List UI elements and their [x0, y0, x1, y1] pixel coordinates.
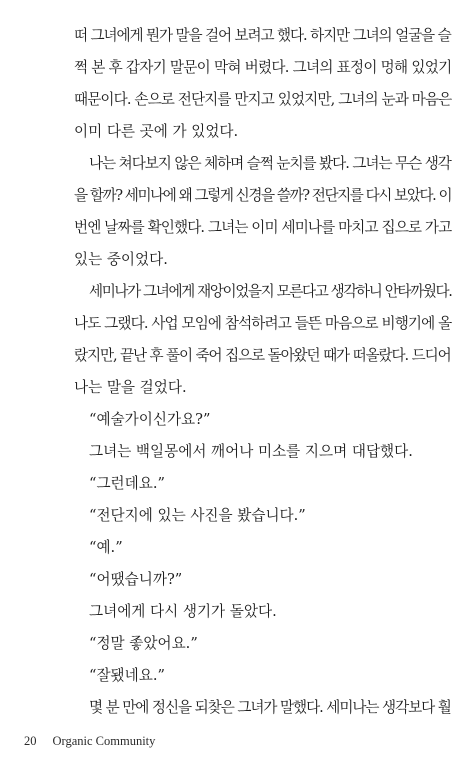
body-line: “그런데요.”: [89, 475, 165, 492]
running-title: Organic Community: [52, 734, 156, 748]
body-line: 나도 그랬다. 사업 모임에 참석하려고 들뜬 마음으로 비행기에 올: [74, 315, 452, 332]
body-line: 나는 말을 걸었다.: [74, 379, 187, 396]
body-line: “잘됐네요.”: [89, 667, 165, 684]
body-line: “정말 좋았어요.”: [89, 635, 198, 652]
body-line: “전단지에 있는 사진을 봤습니다.”: [89, 507, 306, 524]
body-line: 떠 그녀에게 뭔가 말을 걸어 보려고 했다. 하지만 그녀의 얼굴을 슬: [74, 27, 451, 44]
body-line: 그녀는 백일몽에서 깨어나 미소를 지으며 대답했다.: [89, 443, 413, 460]
body-line: 을 할까? 세미나에 왜 그렇게 신경을 쓸까? 전단지를 다시 보았다. 이: [74, 187, 452, 204]
body-line: 이미 다른 곳에 가 있었다.: [74, 123, 239, 140]
body-line: 나는 쳐다보지 않은 체하며 슬쩍 눈치를 봤다. 그녀는 무슨 생각: [89, 155, 451, 172]
page-footer: [24, 733, 155, 749]
body-line: 쩍 본 후 갑자기 말문이 막혀 버렸다. 그녀의 표정이 멍해 있었기: [74, 59, 452, 76]
body-line: 때문이다. 손으로 전단지를 만지고 있었지만, 그녀의 눈과 마음은: [74, 91, 452, 108]
body-line: “예.”: [89, 539, 123, 556]
body-line: 몇 분 만에 정신을 되찾은 그녀가 말했다. 세미나는 생각보다 훨: [89, 699, 451, 716]
body-line: 랐지만, 끝난 후 풀이 죽어 집으로 돌아왔던 때가 떠올랐다. 드디어: [74, 347, 451, 364]
body-line: 그녀에게 다시 생기가 돌았다.: [89, 603, 277, 620]
page-number: 20: [24, 734, 37, 748]
body-line: “예술가이신가요?”: [89, 411, 211, 428]
body-line: 있는 중이었다.: [74, 251, 168, 268]
body-line: 번엔 날짜를 확인했다. 그녀는 이미 세미나를 마치고 집으로 가고: [74, 219, 452, 236]
body-line: “어땠습니까?”: [89, 571, 183, 588]
body-line: 세미나가 그녀에게 재앙이었을지 모른다고 생각하니 안타까웠다.: [89, 283, 452, 300]
